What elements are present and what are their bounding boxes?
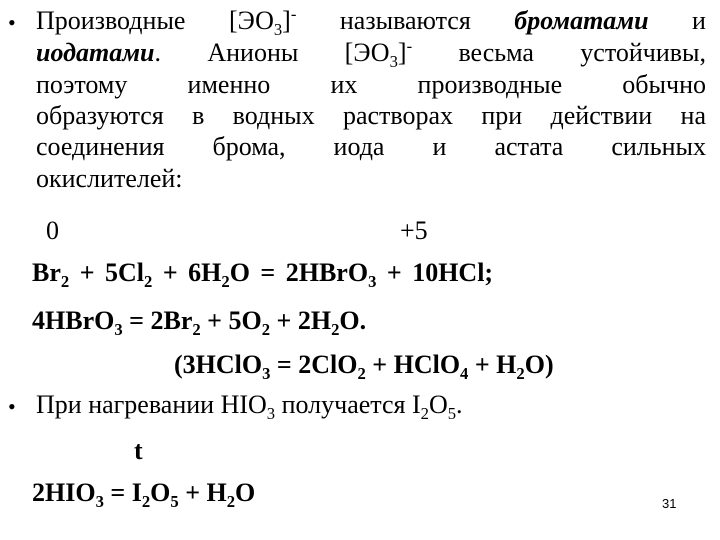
equation-4 [32,478,256,512]
emphasis-term: броматами [514,6,649,35]
equation-2 [32,306,367,340]
paragraph-line: поэтому именно их производные обычно [36,70,706,99]
subscript: 4 [460,364,469,384]
subscript: 2 [141,492,151,512]
eq-part: 4HBrO [32,306,115,335]
subscript: 2 [261,320,271,340]
emphasis-term: иодатами [36,38,155,67]
eq-part: + H [468,350,517,379]
subscript: 3 [266,404,276,424]
paragraph-line: образуются в водных растворах при действии на [36,101,706,130]
eq-part: O = 2HBrO [229,258,369,287]
text-fragment: Производные [ЭО [36,6,274,35]
paragraph-line [36,36,706,72]
bullet-marker: • [8,10,16,35]
eq-part: O) [524,350,554,379]
page-number: 31 [662,496,677,511]
subscript: 3 [368,272,377,292]
paragraph-line [36,390,463,424]
subscript: 2 [221,272,230,292]
eq-part: O. [339,306,367,335]
text-fragment: ] [282,6,291,35]
text-fragment: называются [296,6,515,35]
eq-part: + 2H [270,306,332,335]
eq-part: Br [32,258,61,287]
subscript: 2 [192,320,201,340]
eq-part: 2HIO [32,478,96,507]
eq-part: (3HClO [174,350,263,379]
subscript: 2 [516,364,525,384]
eq-part: + 5Cl [69,258,145,287]
subscript: 2 [144,272,153,292]
text-fragment: весьма устойчивы, [412,38,706,67]
superscript: - [290,4,297,24]
bullet-marker: • [8,394,16,419]
subscript: 2 [331,320,340,340]
eq-part: = I [103,478,142,507]
text-fragment: получается I [275,390,421,419]
subscript: 2 [226,492,236,512]
temperature-label: t [134,436,143,465]
eq-part: = 2ClO [270,350,358,379]
subscript: 3 [273,20,283,40]
superscript: - [406,36,413,56]
paragraph-line: соединения брома, иода и астата сильных [36,132,706,161]
paragraph-line [36,4,706,40]
subscript: 3 [262,364,271,384]
eq-part: + HClO [365,350,461,379]
paragraph-line: окислителей: [36,164,183,193]
text-fragment: При нагревании HIO [36,390,267,419]
subscript: 5 [170,492,179,512]
subscript: 3 [114,320,123,340]
equation-3 [174,350,554,384]
subscript: 2 [420,404,429,424]
oxidation-state-right: +5 [400,216,428,245]
subscript: 5 [447,404,457,424]
subscript: 3 [95,492,104,512]
eq-part: + 5O [200,306,262,335]
subscript: 2 [60,272,70,292]
text-fragment: . [456,390,463,419]
subscript: 3 [389,52,398,72]
eq-part: O [150,478,171,507]
text-fragment: и [648,6,706,35]
text-fragment: . Анионы [ЭО [154,38,390,67]
equation-1 [32,258,494,292]
text-fragment: O [428,390,448,419]
eq-part: + 10HCl; [376,258,494,287]
eq-part: + H [178,478,227,507]
oxidation-state-left: 0 [46,216,59,245]
eq-part: O [235,478,256,507]
eq-part: + 6H [152,258,222,287]
eq-part: = 2Br [122,306,193,335]
subscript: 2 [357,364,366,384]
text-fragment: ] [397,38,407,67]
